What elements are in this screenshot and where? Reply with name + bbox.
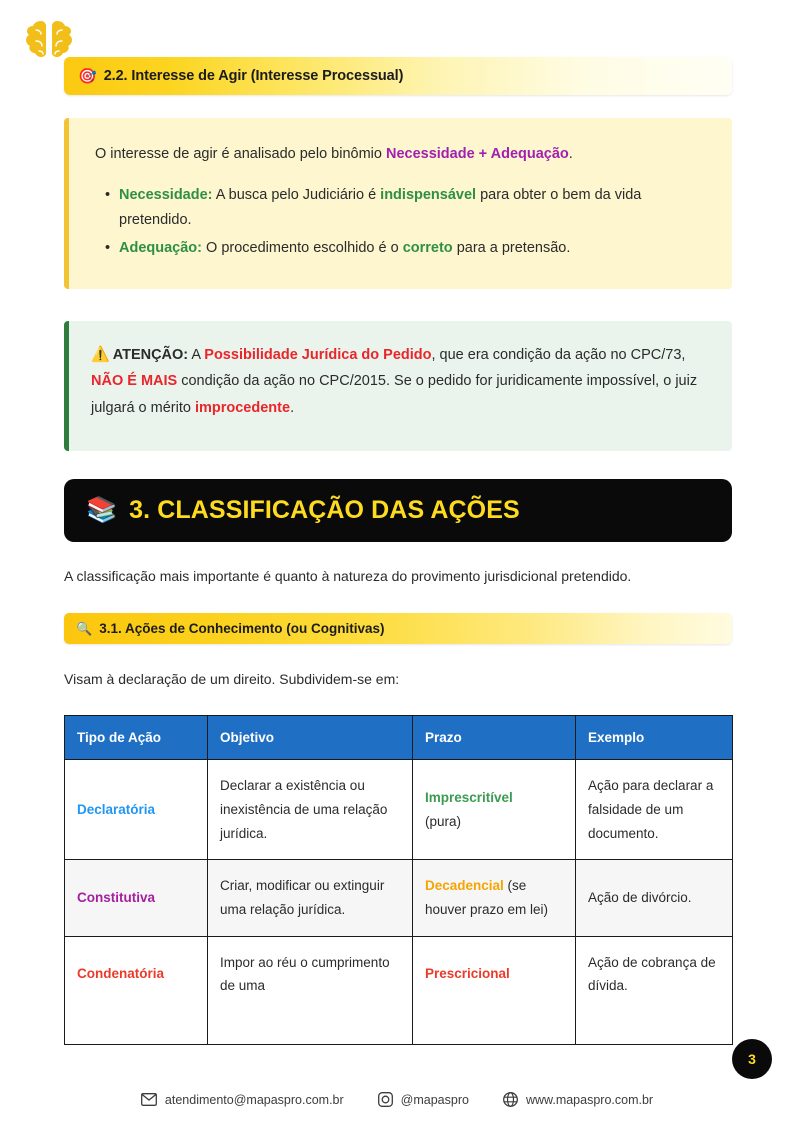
column-header-prazo: Prazo [413,716,576,760]
footer [0,1092,794,1107]
cell-objetivo: Declarar a existência ou inexistência de uma relação jurídica. [208,760,413,860]
page-number: 3 [748,1051,756,1067]
table-row [65,860,733,936]
prazo-highlight: Prescricional [425,966,510,982]
content-column [64,57,732,1045]
attention-text-1: A [188,346,205,363]
attention-text-4: . [290,399,295,416]
section-3-1-banner [64,613,732,644]
prazo-rest: (pura) [425,813,462,829]
attention-card [64,321,732,451]
attention-card-body [91,341,708,421]
bullet-term: Necessidade: [119,186,213,203]
footer-website-text: www.mapaspro.com.br [525,1092,654,1107]
cell-prazo [413,936,576,1044]
cell-exemplo: Ação de cobrança de dívida. [576,936,733,1044]
cell-tipo [65,936,208,1044]
instagram-icon [378,1092,393,1107]
page-number-badge [732,1039,772,1079]
paragraph-subdividem: Visam à declaração de um direito. Subdividem-se em: [64,670,400,687]
section-3-banner [64,479,732,542]
list-item [119,236,710,261]
footer-instagram[interactable] [378,1092,469,1107]
lead-text-b: . [568,146,573,162]
list-item [119,183,710,234]
cell-prazo [413,760,576,860]
bullet-text-b: para obter o bem da vida pretendido. [119,186,642,229]
target-icon: 🎯 [78,67,97,85]
bullet-text-a: O procedimento escolhido é o [202,239,403,256]
paragraph-classificacao: A classificação mais importante é quanto à natureza do provimento jurisdicional pretendido. [64,568,632,584]
table-row [65,936,733,1044]
prazo-rest: (se houver prazo em lei) [425,878,549,917]
section-2-2-banner [64,57,732,95]
footer-email-text: atendimento@mapaspro.com.br [164,1092,344,1107]
lead-highlight: Necessidade + Adequação [385,146,569,162]
attention-text-3: condição da ação no CPC/2015. Se o pedido for juridicamente impossível, o juiz julgará o mérito [91,373,698,416]
info-card-bullet-list [95,183,710,261]
lead-text-a: O interesse de agir é analisado pelo binômio [95,146,386,162]
mail-icon [141,1093,157,1106]
table-row [65,760,733,860]
acoes-table-wrap [64,715,732,1044]
bullet-highlight: indispensável [380,186,477,203]
globe-icon [503,1092,518,1107]
attention-highlight-1: Possibilidade Jurídica do Pedido [204,346,432,363]
info-card-lead [95,144,710,166]
tipo-label: Condenatória [77,966,165,982]
attention-highlight-3: improcedente [194,399,291,416]
attention-highlight-2: NÃO É MAIS [91,373,178,390]
bullet-highlight: correto [402,239,453,256]
bullet-text-a: A busca pelo Judiciário é [212,186,381,203]
tipo-label: Constitutiva [77,890,156,906]
cell-exemplo: Ação para declarar a falsidade de um documento. [576,760,733,860]
cell-tipo [65,860,208,936]
acoes-table [64,715,733,1044]
cell-prazo [413,860,576,936]
table-header-row [65,716,733,760]
warning-icon: ⚠️ [91,345,110,363]
prazo-highlight: Imprescritível [425,790,513,806]
cell-tipo [65,760,208,860]
footer-email[interactable] [141,1093,344,1107]
books-icon: 📚 [86,496,118,524]
column-header-exemplo: Exemplo [576,716,733,760]
footer-instagram-text: @mapaspro [400,1092,469,1107]
tipo-label: Declaratória [77,802,156,817]
bullet-text-b: para a pretensão. [452,239,571,256]
attention-text-2: , que era condição da ação no CPC/73, [431,346,686,363]
info-card-interesse [64,118,732,289]
section-2-2-title: 2.2. Interesse de Agir (Interesse Processual) [103,68,404,84]
bullet-term: Adequação: [119,239,202,256]
cell-objetivo: Impor ao réu o cumprimento de uma [208,936,413,1044]
section-3-1-title: 3.1. Ações de Conhecimento (ou Cognitivas) [99,620,385,636]
column-header-objetivo: Objetivo [208,716,413,760]
attention-label: ATENÇÃO: [112,346,189,363]
column-header-tipo: Tipo de Ação [65,716,208,760]
cell-exemplo: Ação de divórcio. [576,860,733,936]
footer-website[interactable] [503,1092,653,1107]
cell-objetivo: Criar, modificar ou extinguir uma relação jurídica. [208,860,413,936]
section-3-title: 3. CLASSIFICAÇÃO DAS AÇÕES [129,496,520,524]
prazo-highlight: Decadencial [425,878,504,894]
magnifier-icon: 🔍 [76,620,93,636]
